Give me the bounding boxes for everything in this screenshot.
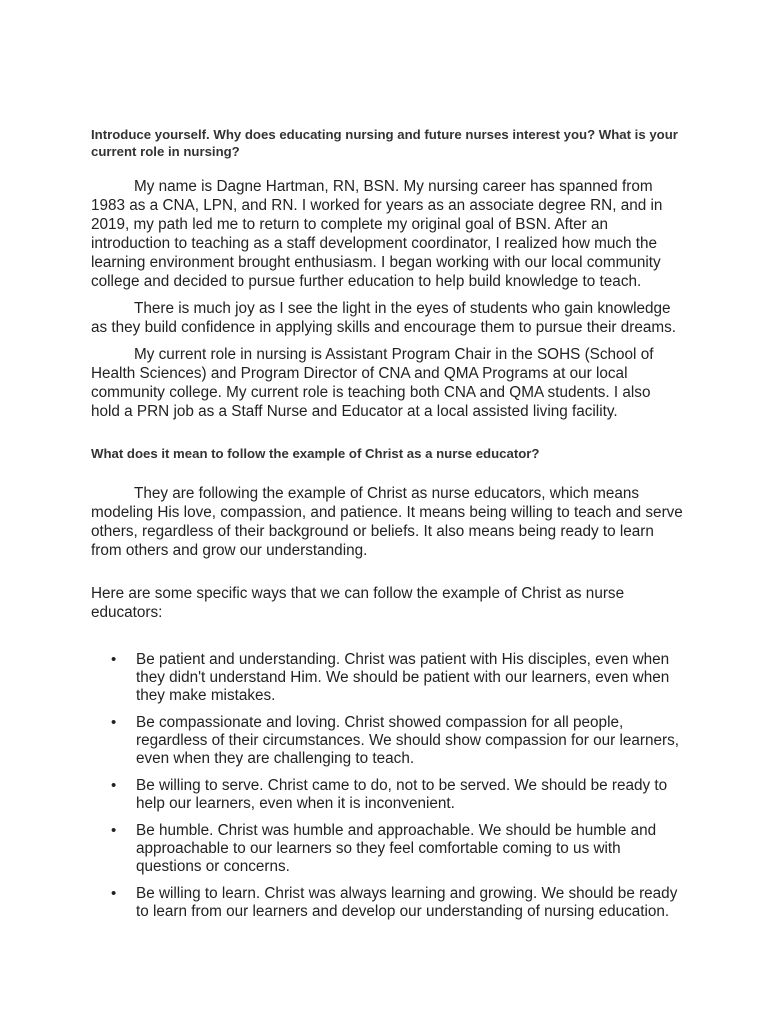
list-item-text: Be willing to serve. Christ came to do, not to be served. We should be ready to help our learners, even when it is inconvenient. xyxy=(136,777,668,812)
bullet-list xyxy=(91,651,683,921)
question-heading-1: Introduce yourself. Why does educating nursing and future nurses interest you? What is your current role in nursing? xyxy=(91,127,678,159)
bullet-icon: • xyxy=(111,651,117,668)
bullet-icon: • xyxy=(111,885,117,902)
list-item xyxy=(91,822,683,876)
paragraph-current-role: My current role in nursing is Assistant Program Chair in the SOHS (School of Health Sciences) and Program Director of CNA and QMA Programs at our local community college. My current role is teaching both CNA and QMA students. I also hold a PRN job as a Staff Nurse and Educator at a local assisted living facility. xyxy=(91,346,654,420)
paragraph-example-of-christ: They are following the example of Christ as nurse educators, which means modeling His love, compassion, and patience. It means being willing to teach and serve others, regardless of their background or beliefs. It also means being ready to learn from others and grow our understanding. xyxy=(91,485,683,559)
list-item-text: Be willing to learn. Christ was always learning and growing. We should be ready to learn from our learners and develop our understanding of nursing education. xyxy=(136,885,678,920)
bullet-icon: • xyxy=(111,777,117,794)
list-item-text: Be compassionate and loving. Christ showed compassion for all people, regardless of their circumstances. We should show compassion for our learners, even when they are challenging to teach. xyxy=(136,714,679,767)
list-item xyxy=(91,885,683,921)
question-heading-2: What does it mean to follow the example of Christ as a nurse educator? xyxy=(91,446,540,461)
list-item xyxy=(91,777,683,813)
document-page xyxy=(91,126,683,930)
paragraph-joy: There is much joy as I see the light in the eyes of students who gain knowledge as they build confidence in applying skills and encourage them to pursue their dreams. xyxy=(91,300,677,336)
list-item xyxy=(91,651,683,705)
list-item xyxy=(91,714,683,768)
paragraph-specific-ways-intro: Here are some specific ways that we can follow the example of Christ as nurse educators: xyxy=(91,585,625,621)
bullet-icon: • xyxy=(111,714,117,731)
paragraph-introduction: My name is Dagne Hartman, RN, BSN. My nursing career has spanned from 1983 as a CNA, LPN, and RN. I worked for years as an associate degree RN, and in 2019, my path led me to return to complete my original goal of BSN. After an introduction to teaching as a staff development coordinator, I realized how much the learning environment brought enthusiasm. I began working with our local community college and decided to pursue further education to help build knowledge to teach. xyxy=(91,178,663,290)
list-item-text: Be humble. Christ was humble and approachable. We should be humble and approachable to our learners so they feel comfortable coming to us with questions or concerns. xyxy=(136,822,657,875)
list-item-text: Be patient and understanding. Christ was patient with His disciples, even when they didn't understand Him. We should be patient with our learners, even when they make mistakes. xyxy=(136,651,670,704)
bullet-icon: • xyxy=(111,822,117,839)
